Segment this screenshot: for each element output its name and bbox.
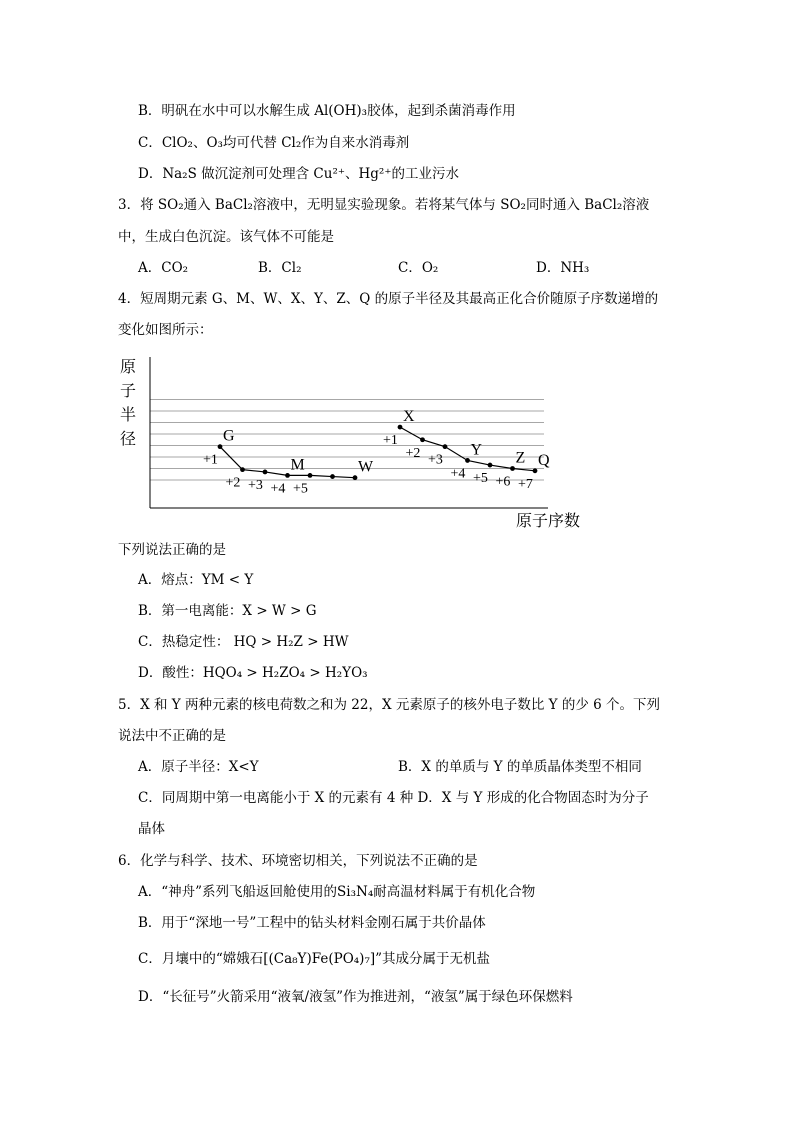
valence-label: +5 [293,481,308,497]
valence-label: +3 [428,452,443,468]
data-point [285,473,290,478]
element-label: Z [515,449,526,467]
element-label: Q [538,451,550,469]
q4-option-b: B．第一电离能：X > W > G [138,603,317,619]
y-axis-label-char: 原 [120,359,137,376]
element-label: Y [470,441,483,459]
q3-option-a: A．CO₂ [138,260,189,276]
y-axis-label-char: 子 [120,383,137,400]
q5-option-c-d: C．同周期中第一电离能小于 X 的元素有 4 种 D．X 与 Y 形成的化合物固态时为分子 [138,790,649,806]
data-point [308,473,313,478]
q3-stem-line1: 3．将 SO₂通入 BaCl₂溶液中，无明显实验现象。若将某气体与 SO₂同时通入 BaCl₂溶液 [118,197,650,213]
q4-stem-line1: 4．短周期元素 G、M、W、X、Y、Z、Q 的原子半径及其最高正化合价随原子序数递增的 [118,291,659,307]
data-point [398,425,403,430]
q6-option-b: B．用于“深地一号”工程中的钻头材料金刚石属于共价晶体 [138,915,486,931]
q5-option-b: B．X 的单质与 Y 的单质晶体类型不相同 [398,759,642,775]
q6-option-c: C．月壤中的“嫦娥石[(Ca₈Y)Fe(PO₄)₇]”其成分属于无机盐 [138,951,491,967]
element-label: G [223,427,235,445]
valence-label: +6 [495,474,511,490]
valence-label: +5 [473,471,488,487]
data-point [263,470,268,475]
q2-option-b: B．明矾在水中可以水解生成 Al(OH)₃胶体，起到杀菌消毒作用 [138,103,516,119]
q6-option-d: D．“长征号”火箭采用“液氧/液氢”作为推进剂，“液氢”属于绿色环保燃料 [138,989,573,1005]
valence-label: +4 [270,481,286,497]
valence-label: +1 [203,452,218,468]
valence-label: +2 [405,445,421,461]
valence-label: +1 [383,433,398,449]
data-point [240,467,245,472]
y-axis-label [120,358,136,448]
q5-stem-line2: 说法中不正确的是 [118,728,226,744]
element-label: W [358,458,374,476]
q3-option-b: B．Cl₂ [258,260,302,276]
atomic-radius-chart [118,350,598,530]
q5-stem-line1: 5．X 和 Y 两种元素的核电荷数之和为 22，X 元素原子的核外电子数比 Y 的少 6 个。下列 [118,697,661,713]
data-point [510,466,515,471]
element-label: X [403,408,415,426]
q6-stem: 6．化学与科学、技术、环境密切相关，下列说法不正确的是 [118,853,478,869]
q2-option-c: C．ClO₂、O₃均可代替 Cl₂作为自来水消毒剂 [138,135,410,151]
data-point [353,475,358,480]
valence-label: +3 [248,477,263,493]
y-axis-label-char: 半 [120,407,137,424]
valence-label: +2 [225,475,241,491]
q3-option-c: C．O₂ [398,260,439,276]
q5-option-a: A．原子半径：X<Y [138,759,259,775]
data-point [533,468,538,473]
y-axis-label-char: 径 [120,431,137,448]
data-point [420,437,425,442]
element-label: M [290,456,305,474]
q4-option-a: A．熔点：YM < Y [138,572,254,588]
chart-gridlines [150,400,544,481]
q4-option-c: C．热稳定性： HQ > H₂Z > HW [138,634,349,650]
data-point [218,444,223,449]
chart-series [203,408,550,496]
q4-prompt: 下列说法正确的是 [118,542,226,558]
valence-label: +7 [518,476,533,492]
q3-stem-line2: 中，生成白色沉淀。该气体不可能是 [118,229,334,245]
q4-stem-line2: 变化如图所示： [118,322,213,338]
q6-option-a: A．“神舟”系列飞船返回舱使用的Si₃N₄耐高温材料属于有机化合物 [138,884,536,900]
q3-option-d: D．NH₃ [536,260,590,276]
q2-option-d: D．Na₂S 做沉淀剂可处理含 Cu²⁺、Hg²⁺的工业污水 [138,166,459,182]
data-point [330,474,335,479]
q4-option-d: D．酸性：HQO₄ > H₂ZO₄ > H₂YO₃ [138,665,368,681]
valence-label: +4 [450,466,466,482]
q5-option-d-cont: 晶体 [138,821,165,837]
data-point [465,458,470,463]
x-axis-label: 原子序数 [516,513,581,530]
data-point [488,463,493,468]
data-point [443,444,448,449]
